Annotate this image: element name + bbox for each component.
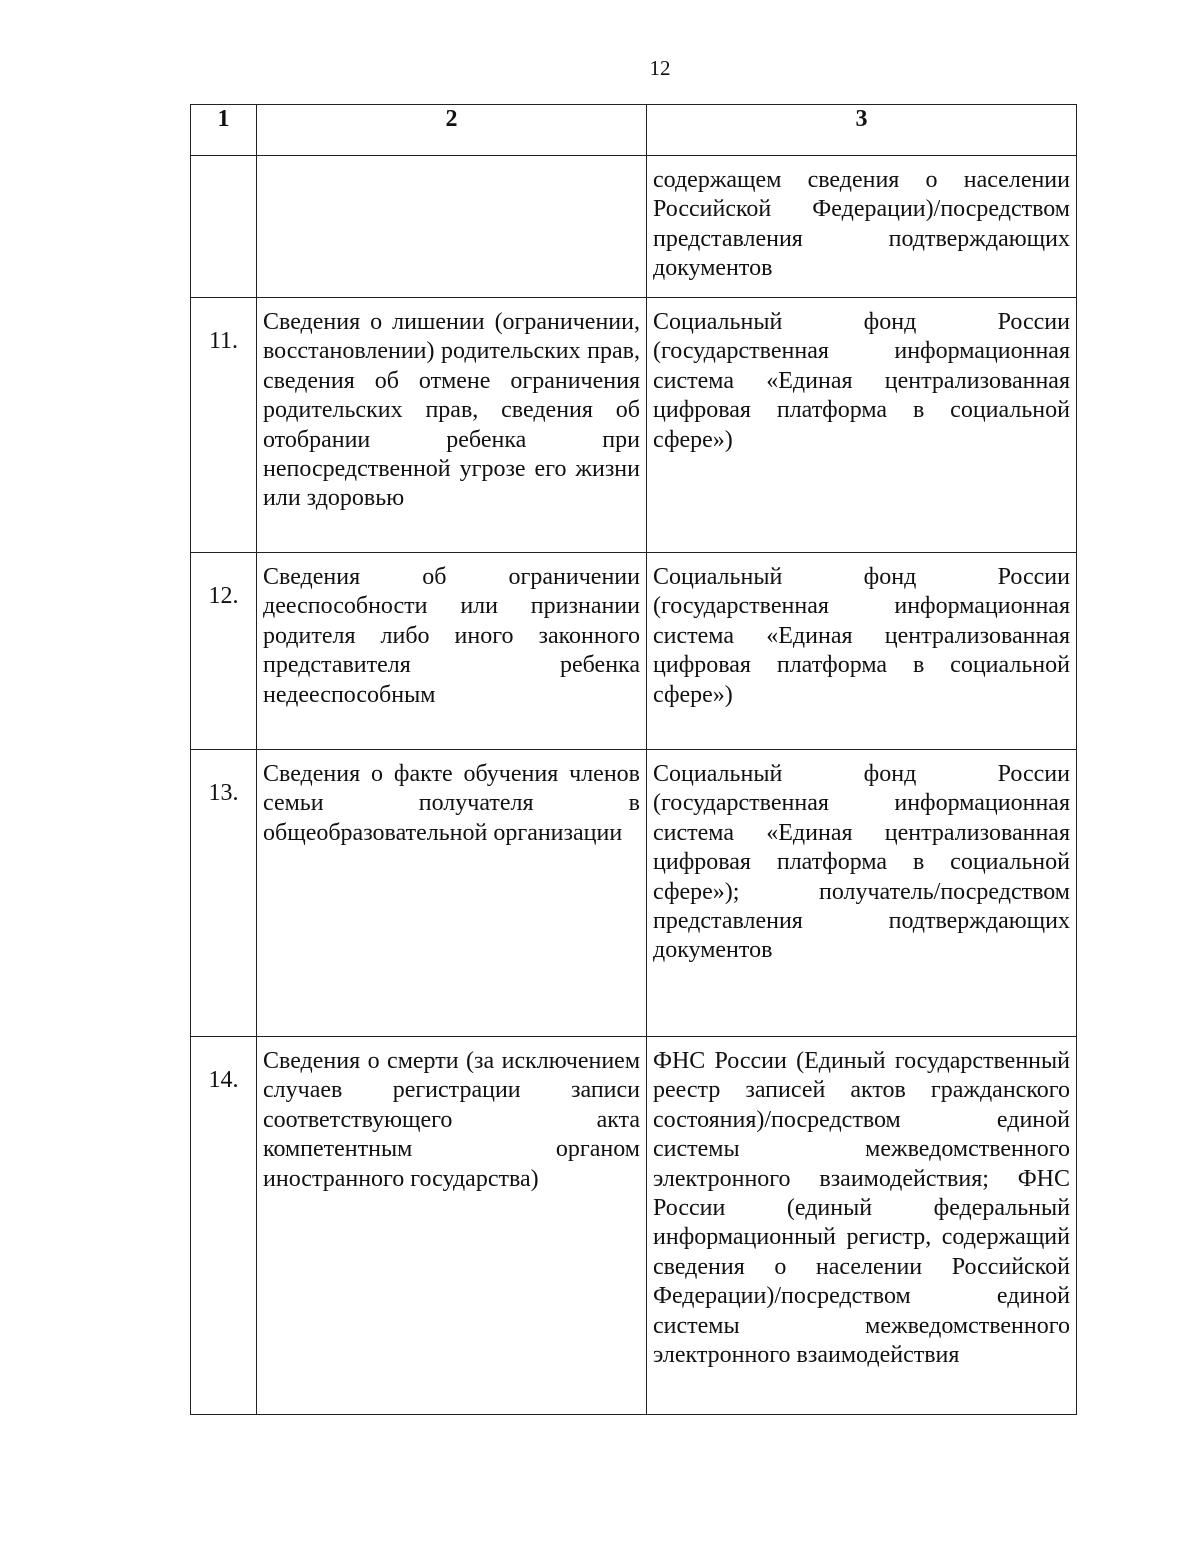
row-number: 13. <box>191 750 257 1037</box>
row-number: 12. <box>191 553 257 750</box>
row-number: 11. <box>191 298 257 553</box>
info-source: Социальный фонд России (государственная информационная система «Единая централизованная цифровая платформа в социальной сфере»); получатель/посредством представления подтверждающих документов <box>647 750 1077 1037</box>
table-row <box>191 1037 1077 1415</box>
row-number: 14. <box>191 1037 257 1415</box>
info-description: Сведения о лишении (ограничении, восстановлении) родительских прав, сведения об отмене ограничения родительских прав, сведения об отобрании ребенка при непосредственной угрозе его жизни или здоровью <box>257 298 647 553</box>
table-row <box>191 553 1077 750</box>
info-source: Социальный фонд России (государственная информационная система «Единая централизованная цифровая платформа в социальной сфере») <box>647 298 1077 553</box>
header-cell-3: 3 <box>647 105 1077 156</box>
page-number: 12 <box>649 56 671 80</box>
info-source: ФНС России (Единый государственный реестр записей актов гражданского состояния)/посредством единой системы межведомственного электронного взаимодействия; ФНС России (единый федеральный информационный регистр, содержащий сведения о населении Российской Федерации)/посредством единой системы межведомственного электронного взаимодействия <box>647 1037 1077 1415</box>
info-source: Социальный фонд России (государственная информационная система «Единая централизованная цифровая платформа в социальной сфере») <box>647 553 1077 750</box>
info-description: Сведения о факте обучения членов семьи получателя в общеобразовательной организации <box>257 750 647 1037</box>
info-description: Сведения о смерти (за исключением случаев регистрации записи соответствующего акта компетентным органом иностранного государства) <box>257 1037 647 1415</box>
row-number <box>191 156 257 298</box>
table-row <box>191 750 1077 1037</box>
info-description: Сведения об ограничении дееспособности или признании родителя либо иного законного представителя ребенка недееспособным <box>257 553 647 750</box>
info-source: содержащем сведения о населении Российской Федерации)/посредством представления подтверждающих документов <box>647 156 1077 298</box>
table-row <box>191 298 1077 553</box>
header-cell-1: 1 <box>191 105 257 156</box>
table-header-row <box>191 105 1077 156</box>
data-table <box>190 104 1077 1415</box>
header-cell-2: 2 <box>257 105 647 156</box>
table-row <box>191 156 1077 298</box>
info-description <box>257 156 647 298</box>
